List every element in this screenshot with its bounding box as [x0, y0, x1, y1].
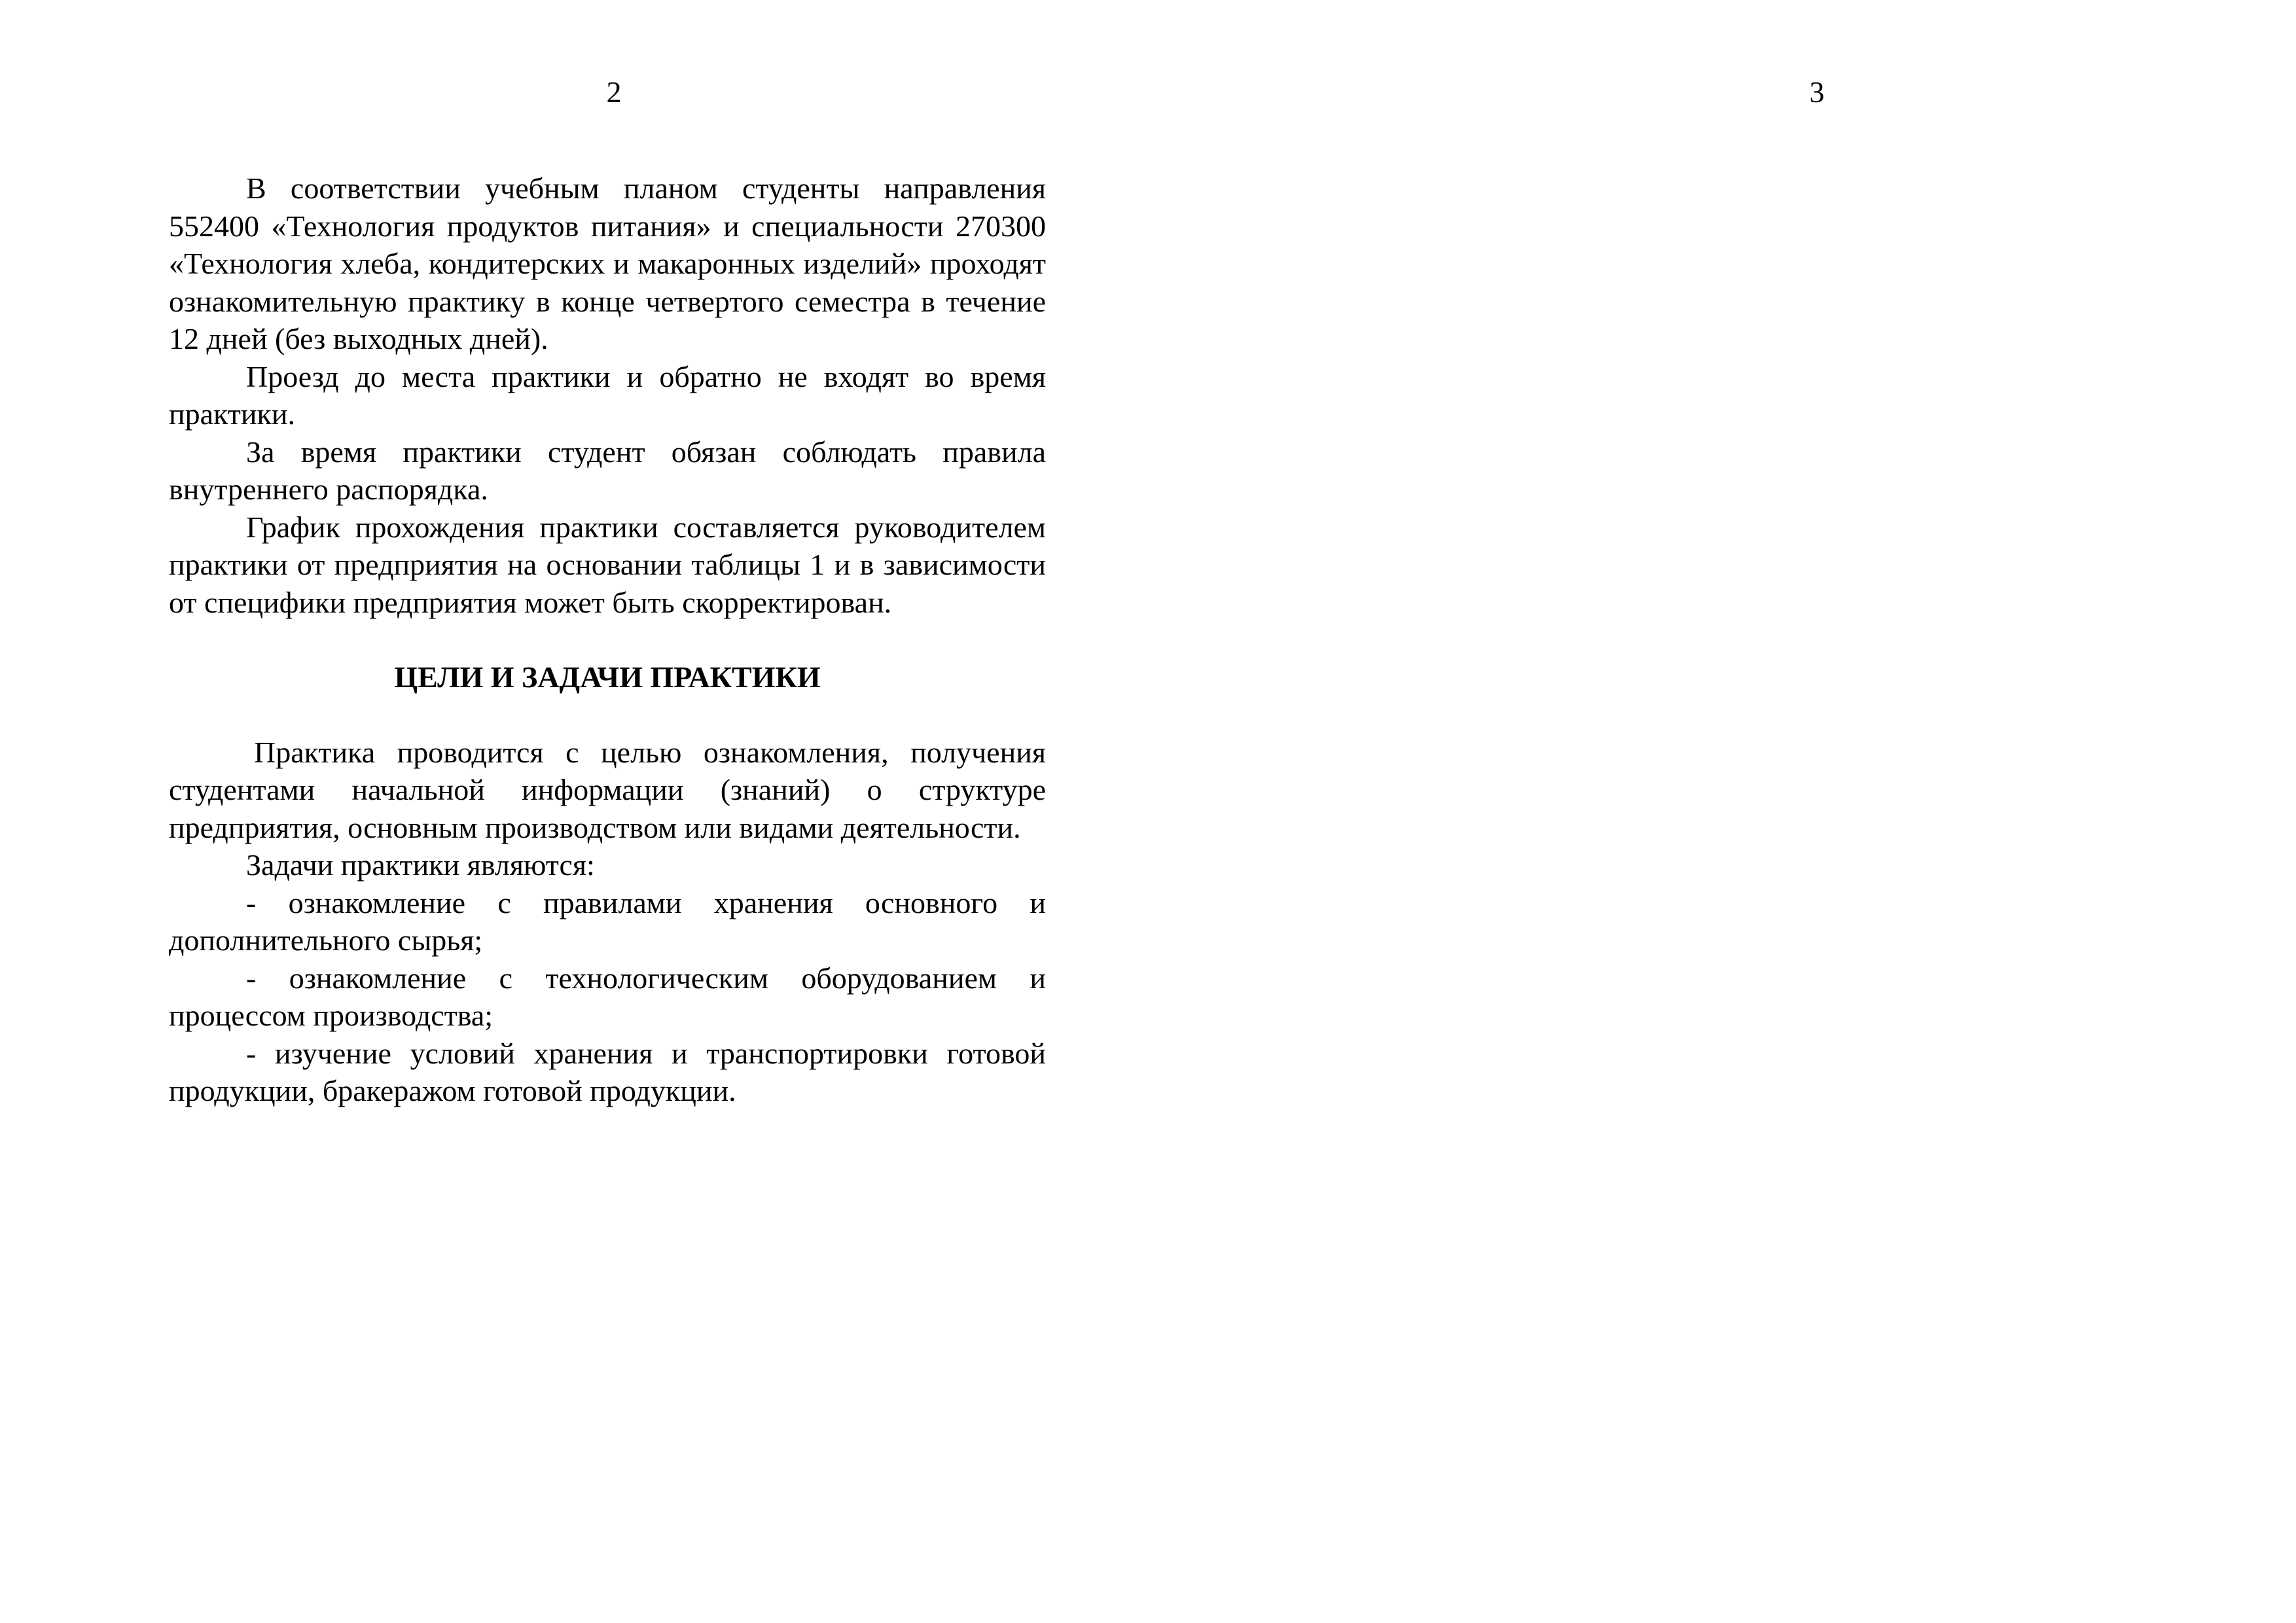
- task-item: - изучение условий хранения и транспортировки готовой продукции, бракеражом готовой продукции.: [169, 1036, 1046, 1107]
- page-number-right: 3: [1809, 75, 1825, 109]
- section-heading: ЦЕЛИ И ЗАДАЧИ ПРАКТИКИ: [394, 660, 821, 694]
- page-number-left: 2: [606, 75, 622, 109]
- left-page-body: [169, 169, 1046, 1110]
- paragraph-rules: За время практики студент обязан соблюдать правила внутреннего распорядка.: [169, 435, 1046, 506]
- paragraph-travel: Проезд до места практики и обратно не входят во время практики.: [169, 359, 1046, 431]
- paragraph-tasks-intro: Задачи практики являются:: [246, 848, 595, 882]
- task-item: - ознакомление с технологическим оборудованием и процессом производства;: [169, 961, 1046, 1032]
- paragraph-schedule: График прохождения практики составляется руководителем практики от предприятия на основании таблицы 1 и в зависимости от специфики предприятия может быть скорректирован.: [169, 510, 1046, 619]
- paragraph-curriculum: В соответствии учебным планом студенты направления 552400 «Технология продуктов питания» и специальности 270300 «Технология хлеба, кондитерских и макаронных изделий» проходят ознакомительную практику в конце четвертого семестра в течение 12 дней (без выходных дней).: [169, 171, 1046, 355]
- task-item: - ознакомление с правилами хранения основного и дополнительного сырья;: [169, 885, 1046, 957]
- paragraph-purpose: Практика проводится с целью ознакомления, получения студентами начальной информации (знаний) о структуре предприятия, основным производством или видами деятельности.: [169, 735, 1046, 844]
